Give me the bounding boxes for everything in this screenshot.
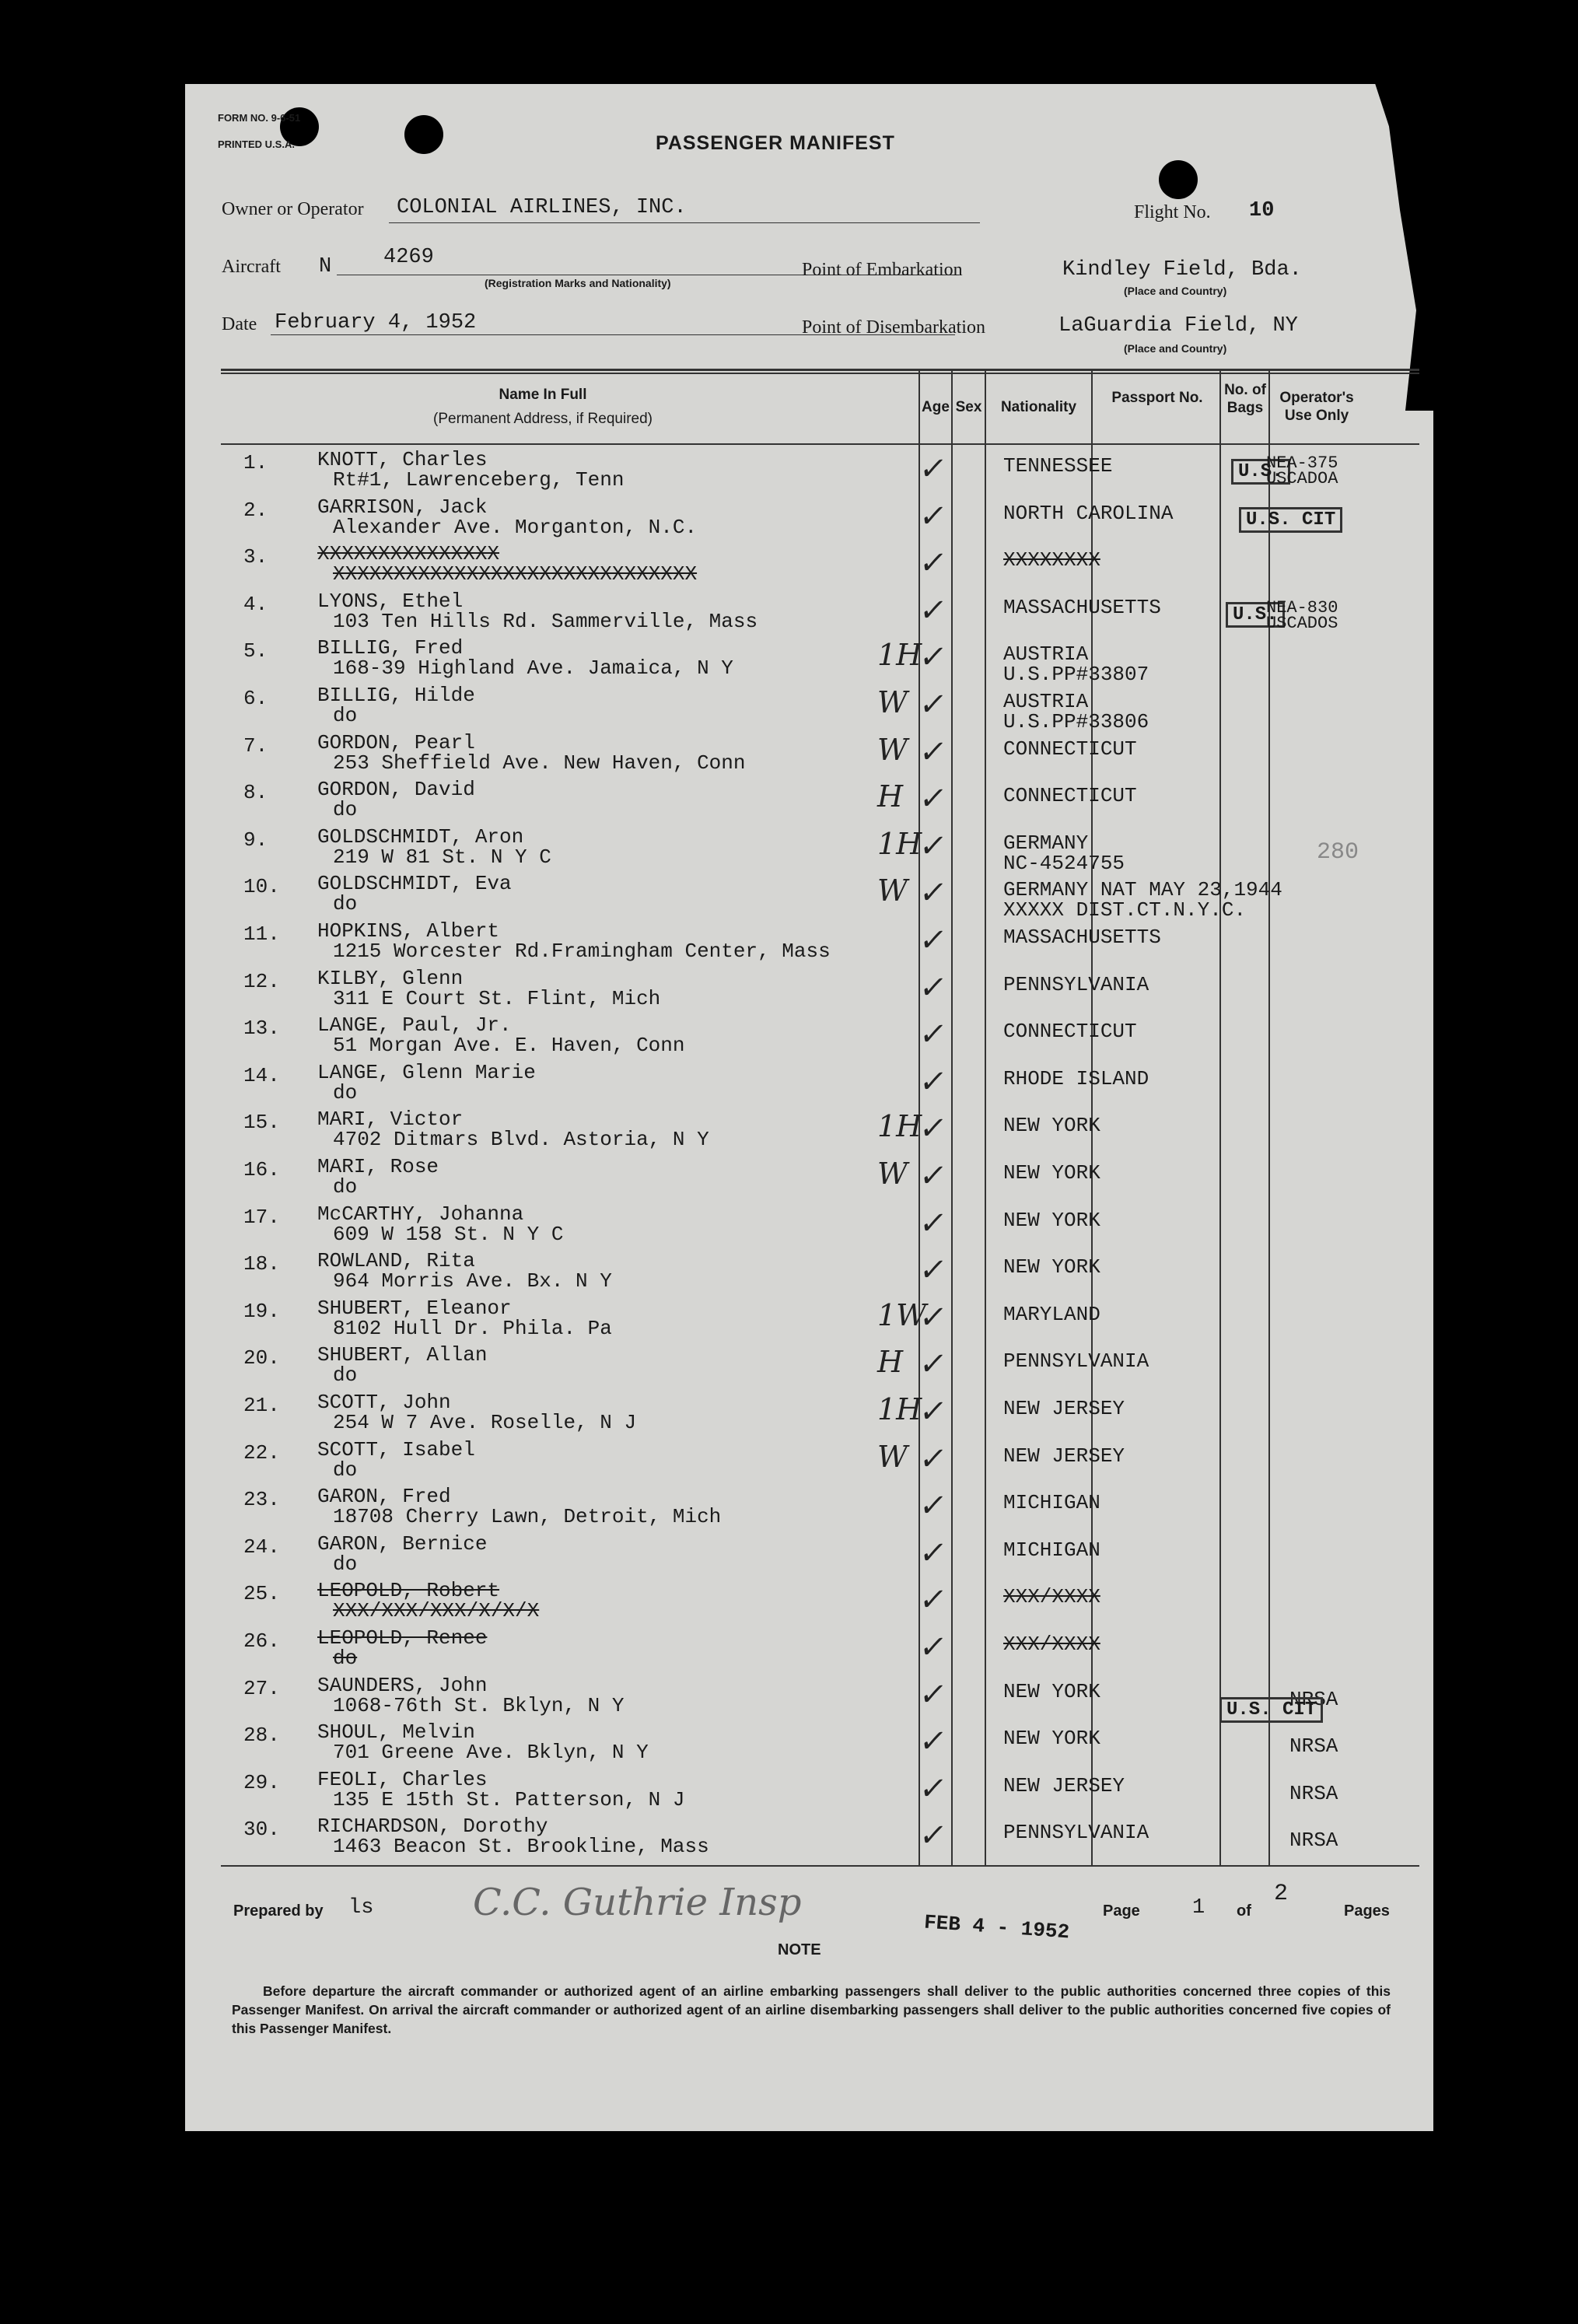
- checkmark-icon: ✓: [916, 687, 950, 723]
- table-top-rule: [221, 369, 1419, 371]
- passenger-address: do: [333, 1080, 358, 1104]
- handwritten-mark: H: [877, 779, 904, 814]
- checkmark-icon: ✓: [916, 1770, 950, 1807]
- passenger-address: XXXXXXXXXXXXXXXXXXXXXXXXXXXXXX: [333, 562, 698, 586]
- passenger-nationality: CONNECTICUT: [1003, 1020, 1137, 1044]
- table-row: [185, 1766, 1433, 1813]
- table-row: [185, 1531, 1433, 1577]
- disembark-label: Point of Disembarkation: [802, 317, 985, 338]
- passenger-nationality: MICHIGAN: [1003, 1491, 1100, 1515]
- handwritten-mark: H: [877, 1345, 904, 1380]
- handwritten-mark: W: [877, 685, 908, 719]
- passenger-nationality: NEW JERSEY: [1003, 1444, 1125, 1468]
- passenger-nationality: XXX/XXXX: [1003, 1633, 1100, 1656]
- row-number: 6.: [243, 687, 268, 710]
- date-value: February 4, 1952: [275, 311, 477, 334]
- embark-place-note: (Place and Country): [1124, 285, 1227, 297]
- passenger-nationality: NEW YORK: [1003, 1727, 1100, 1751]
- us-stamp-text: U.S.: [1233, 604, 1278, 625]
- row-number: 30.: [243, 1818, 280, 1842]
- row-number: 21.: [243, 1394, 280, 1417]
- checkmark-icon: ✓: [916, 1535, 950, 1571]
- passenger-address: 168-39 Highland Ave. Jamaica, N Y: [333, 656, 733, 681]
- passenger-name: GARON, Fred: [317, 1485, 451, 1509]
- operator-note: NRSA: [1289, 1829, 1338, 1853]
- inspector-signature: C.C. Guthrie Insp: [473, 1881, 802, 1924]
- col-header-operator: Operator's Use Only: [1279, 390, 1354, 424]
- owner-value: COLONIAL AIRLINES, INC.: [397, 196, 687, 219]
- table-row: [185, 1625, 1433, 1671]
- handwritten-mark: W: [877, 732, 908, 767]
- checkmark-icon: ✓: [916, 1488, 950, 1524]
- passenger-address: do: [333, 1458, 358, 1482]
- passenger-name: MARI, Victor: [317, 1108, 464, 1132]
- col-header-name-label: Name In Full: [499, 387, 587, 403]
- checkmark-icon: ✓: [916, 1724, 950, 1760]
- passenger-name: SCOTT, Isabel: [317, 1437, 475, 1461]
- passenger-name: LANGE, Glenn Marie: [317, 1060, 536, 1084]
- checkmark-icon: ✓: [916, 733, 950, 770]
- passenger-nationality: MARYLAND: [1003, 1302, 1100, 1326]
- checkmark-icon: ✓: [916, 1111, 950, 1147]
- passenger-address: 1068-76th St. Bklyn, N Y: [333, 1693, 625, 1717]
- row-number: 2.: [243, 498, 268, 522]
- owner-label: Owner or Operator: [222, 199, 364, 219]
- table-row: [185, 870, 1433, 922]
- handwritten-mark: 1H: [877, 826, 922, 861]
- passenger-name: GORDON, David: [317, 778, 475, 802]
- passenger-name: XXXXXXXXXXXXXXX: [317, 542, 500, 566]
- row-number: 29.: [243, 1770, 280, 1794]
- table-row: [185, 1719, 1433, 1766]
- row-number: 13.: [243, 1017, 280, 1041]
- passenger-address: 609 W 158 St. N Y C: [333, 1222, 564, 1246]
- row-number: 25.: [243, 1582, 280, 1606]
- page-value: 1: [1192, 1896, 1205, 1920]
- passenger-name: LYONS, Ethel: [317, 589, 464, 613]
- table-row: [185, 1342, 1433, 1388]
- passenger-name: GOLDSCHMIDT, Eva: [317, 872, 512, 896]
- passenger-address: XXX/XXX/XXX/X/X/X: [333, 1599, 540, 1623]
- row-number: 3.: [243, 545, 268, 569]
- flight-label: Flight No.: [1134, 202, 1211, 222]
- passenger-nationality: TENNESSEE: [1003, 454, 1113, 478]
- embark-label: Point of Embarkation: [802, 260, 963, 280]
- passenger-nationality: AUSTRIA: [1003, 642, 1089, 667]
- passenger-nationality: MASSACHUSETTS: [1003, 595, 1161, 619]
- passenger-address: do: [333, 1175, 358, 1199]
- checkmark-icon: ✓: [916, 922, 950, 958]
- handwritten-mark: 1H: [877, 1109, 922, 1144]
- row-number: 1.: [243, 451, 268, 474]
- row-number: 22.: [243, 1440, 280, 1465]
- table-row: [185, 1577, 1433, 1624]
- row-number: 5.: [243, 639, 268, 663]
- operator-note: NRSA: [1289, 1687, 1338, 1711]
- passenger-address: 701 Greene Ave. Bklyn, N Y: [333, 1741, 649, 1765]
- passenger-name: SHUBERT, Eleanor: [317, 1296, 512, 1320]
- passenger-address: 103 Ten Hills Rd. Sammerville, Mass: [333, 609, 758, 633]
- col-header-name-sub: (Permanent Address, if Required): [433, 411, 653, 427]
- handwritten-mark: W: [877, 1157, 908, 1191]
- passenger-name: FEOLI, Charles: [317, 1767, 488, 1791]
- us-stamp-text: U.S.: [1238, 461, 1283, 482]
- table-row: [185, 1437, 1433, 1483]
- table-row: [185, 824, 1433, 875]
- passenger-address: Rt#1, Lawrenceberg, Tenn: [333, 468, 625, 492]
- passenger-name: BILLIG, Hilde: [317, 684, 475, 707]
- owner-underline: [389, 222, 980, 223]
- passenger-nationality: CONNECTICUT: [1003, 784, 1137, 808]
- embark-value: Kindley Field, Bda.: [1062, 258, 1302, 282]
- table-row: [185, 965, 1433, 1012]
- passenger-address: 135 E 15th St. Patterson, N J: [333, 1787, 685, 1811]
- operator-note-row1: NEA-375 USCADOA: [1266, 453, 1338, 488]
- checkmark-icon: ✓: [916, 1063, 950, 1100]
- passenger-name: GARRISON, Jack: [317, 495, 488, 519]
- handwritten-mark: W: [877, 1439, 908, 1474]
- operator-note: 280: [1317, 838, 1359, 866]
- checkmark-icon: ✓: [916, 1629, 950, 1665]
- passenger-nationality: MICHIGAN: [1003, 1538, 1100, 1562]
- table-row: [185, 541, 1433, 587]
- note-text: Before departure the aircraft commander or authorized agent of an airline embarking passengers shall deliver to the public authorities concerned three copies of this Passenger Manifest. On arrival the aircraft commander or authorized agent of an airline disembarking passengers shall deliver to the public authorities concerned five copies of this Passenger Manifest.: [232, 1983, 1391, 2036]
- checkmark-icon: ✓: [916, 545, 950, 582]
- pages-value: 2: [1274, 1881, 1289, 1907]
- disembark-place-note: (Place and Country): [1124, 342, 1227, 355]
- passenger-address: 8102 Hull Dr. Phila. Pa: [333, 1316, 612, 1340]
- checkmark-icon: ✓: [916, 498, 950, 534]
- checkmark-icon: ✓: [916, 875, 950, 912]
- passenger-nationality: NEW YORK: [1003, 1114, 1100, 1138]
- table-row: [185, 635, 1433, 687]
- us-cit-stamp: [1219, 1697, 1323, 1723]
- table-row: [185, 1389, 1433, 1436]
- disembark-value: LaGuardia Field, NY: [1058, 314, 1298, 338]
- date-label: Date: [222, 314, 257, 334]
- table-row: [185, 1201, 1433, 1248]
- passenger-name: KNOTT, Charles: [317, 448, 488, 471]
- passenger-nationality: GERMANY: [1003, 831, 1089, 855]
- passenger-address: Alexander Ave. Morganton, N.C.: [333, 515, 698, 539]
- row-number: 20.: [243, 1346, 280, 1370]
- form-number: FORM NO. 9-6-51: [218, 112, 301, 124]
- aircraft-label: Aircraft: [222, 257, 281, 277]
- passenger-nationality: XXX/XXXX: [1003, 1585, 1100, 1609]
- row-number: 28.: [243, 1724, 280, 1748]
- row-number: 4.: [243, 592, 268, 616]
- manifest-sheet: [185, 84, 1433, 2131]
- operator-note: NRSA: [1289, 1781, 1338, 1805]
- form-title: PASSENGER MANIFEST: [656, 132, 895, 154]
- passenger-name: SAUNDERS, John: [317, 1673, 488, 1697]
- row-number: 27.: [243, 1676, 280, 1700]
- handwritten-mark: 1W: [877, 1297, 927, 1332]
- passenger-nationality: NEW YORK: [1003, 1679, 1100, 1703]
- passenger-rows: [185, 446, 1433, 1862]
- us-cit-stamp-text: U.S. CIT: [1246, 509, 1336, 530]
- col-header-bags: No. of Bags: [1224, 382, 1266, 416]
- operator-note-row4: NEA-830 USCADOS: [1266, 598, 1338, 633]
- aircraft-note: (Registration Marks and Nationality): [485, 277, 671, 289]
- page-label: Page: [1103, 1902, 1140, 1920]
- passenger-name: GOLDSCHMIDT, Aron: [317, 824, 524, 849]
- passenger-address: do: [333, 892, 358, 916]
- col-header-passport: Passport No.: [1111, 390, 1203, 406]
- checkmark-icon: ✓: [916, 828, 950, 864]
- checkmark-icon: ✓: [916, 1394, 950, 1430]
- table-row: [185, 918, 1433, 964]
- passport-number: XXXXX DIST.CT.N.Y.C.: [1003, 898, 1247, 922]
- col-header-name: [247, 386, 838, 428]
- passport-number: U.S.PP#33807: [1003, 663, 1149, 687]
- row-number: 7.: [243, 733, 268, 758]
- us-cit-stamp-text: U.S. CIT: [1226, 1699, 1317, 1720]
- passenger-name: McCARTHY, Johanna: [317, 1202, 524, 1226]
- passenger-nationality: XXXXXXXX: [1003, 548, 1100, 572]
- table-row: [185, 730, 1433, 776]
- passenger-name: LEOPOLD, Robert: [317, 1579, 500, 1603]
- passenger-address: 253 Sheffield Ave. New Haven, Conn: [333, 751, 746, 775]
- passenger-name: MARI, Rose: [317, 1155, 439, 1178]
- checkmark-icon: ✓: [916, 639, 950, 676]
- passenger-name: LEOPOLD, Renee: [317, 1626, 488, 1650]
- checkmark-icon: ✓: [916, 1346, 950, 1383]
- passport-number: NC-4524755: [1003, 851, 1125, 875]
- passenger-address: 1215 Worcester Rd.Framingham Center, Mass: [333, 940, 831, 963]
- passenger-name: GARON, Bernice: [317, 1531, 488, 1556]
- passenger-name: RICHARDSON, Dorothy: [317, 1815, 548, 1839]
- table-row: [185, 682, 1433, 733]
- checkmark-icon: ✓: [916, 1299, 950, 1335]
- row-number: 8.: [243, 781, 268, 805]
- passenger-address: do: [333, 1363, 358, 1388]
- checkmark-icon: ✓: [916, 1158, 950, 1194]
- passenger-name: SHOUL, Melvin: [317, 1720, 475, 1745]
- aircraft-value: 4269: [383, 246, 434, 269]
- passenger-name: GORDON, Pearl: [317, 730, 475, 754]
- pages-label: Pages: [1344, 1902, 1390, 1920]
- row-number: 17.: [243, 1205, 280, 1229]
- punch-hole: [404, 115, 443, 154]
- row-number: 16.: [243, 1158, 280, 1181]
- passenger-nationality: NEW YORK: [1003, 1161, 1100, 1185]
- passenger-nationality: RHODE ISLAND: [1003, 1066, 1149, 1090]
- passenger-address: 964 Morris Ave. Bx. N Y: [333, 1269, 612, 1293]
- passenger-address: do: [333, 1552, 358, 1576]
- printed-note: PRINTED U.S.A.: [218, 138, 295, 150]
- passenger-address: 51 Morgan Ave. E. Haven, Conn: [333, 1034, 685, 1058]
- operator-note: NRSA: [1289, 1734, 1338, 1759]
- row-number: 26.: [243, 1629, 280, 1653]
- table-row: [185, 1295, 1433, 1342]
- passenger-nationality: PENNSYLVANIA: [1003, 1821, 1149, 1845]
- passenger-address: 254 W 7 Ave. Roselle, N J: [333, 1411, 637, 1434]
- handwritten-mark: 1H: [877, 1392, 922, 1426]
- table-row: [185, 1106, 1433, 1153]
- prepared-label: Prepared by: [233, 1902, 324, 1920]
- row-number: 23.: [243, 1488, 280, 1512]
- passenger-nationality: CONNECTICUT: [1003, 737, 1137, 761]
- table-bottom-rule: [221, 1865, 1419, 1867]
- passenger-nationality: NORTH CAROLINA: [1003, 501, 1174, 525]
- passenger-address: 1463 Beacon St. Brookline, Mass: [333, 1835, 709, 1859]
- passenger-name: SCOTT, John: [317, 1391, 451, 1414]
- checkmark-icon: ✓: [916, 1818, 950, 1854]
- checkmark-icon: ✓: [916, 1676, 950, 1713]
- passenger-nationality: PENNSYLVANIA: [1003, 972, 1149, 996]
- table-top-rule: [221, 373, 1419, 374]
- us-cit-stamp: [1239, 507, 1342, 533]
- passenger-nationality: NEW YORK: [1003, 1255, 1100, 1279]
- handwritten-mark: 1H: [877, 638, 922, 673]
- passenger-address: 18708 Cherry Lawn, Detroit, Mich: [333, 1505, 722, 1529]
- table-row: [185, 1059, 1433, 1106]
- table-row: [185, 1012, 1433, 1059]
- passenger-address: 4702 Ditmars Blvd. Astoria, N Y: [333, 1128, 709, 1152]
- row-number: 18.: [243, 1252, 280, 1276]
- row-number: 11.: [243, 922, 280, 946]
- passenger-address: 311 E Court St. Flint, Mich: [333, 986, 661, 1010]
- row-number: 19.: [243, 1299, 280, 1323]
- passenger-nationality: PENNSYLVANIA: [1003, 1349, 1149, 1374]
- passenger-nationality: GERMANY NAT MAY 23,1944: [1003, 878, 1282, 902]
- row-number: 12.: [243, 969, 280, 993]
- passenger-name: KILBY, Glenn: [317, 966, 464, 990]
- row-number: 10.: [243, 875, 280, 899]
- header-bottom-rule: [221, 443, 1419, 445]
- passenger-name: BILLIG, Fred: [317, 636, 464, 660]
- col-header-sex: Sex: [955, 399, 982, 415]
- checkmark-icon: ✓: [916, 1017, 950, 1053]
- passenger-address: do: [333, 1647, 358, 1670]
- passenger-name: ROWLAND, Rita: [317, 1249, 475, 1273]
- passenger-nationality: NEW JERSEY: [1003, 1397, 1125, 1420]
- passenger-nationality: AUSTRIA: [1003, 690, 1089, 713]
- checkmark-icon: ✓: [916, 969, 950, 1006]
- col-header-nationality: Nationality: [1000, 399, 1077, 415]
- passenger-address: 219 W 81 St. N Y C: [333, 845, 551, 869]
- of-label: of: [1237, 1902, 1251, 1920]
- passenger-nationality: NEW YORK: [1003, 1208, 1100, 1232]
- row-number: 14.: [243, 1063, 280, 1087]
- passenger-address: do: [333, 704, 358, 727]
- flight-value: 10: [1249, 199, 1275, 222]
- checkmark-icon: ✓: [916, 781, 950, 817]
- passenger-address: do: [333, 798, 358, 822]
- passport-number: U.S.PP#33806: [1003, 710, 1149, 733]
- passenger-name: SHUBERT, Allan: [317, 1343, 488, 1367]
- passenger-name: LANGE, Paul, Jr.: [317, 1013, 512, 1038]
- torn-corner: [1340, 76, 1449, 411]
- aircraft-prefix: N: [319, 255, 332, 278]
- passenger-name: HOPKINS, Albert: [317, 919, 500, 943]
- handwritten-mark: W: [877, 873, 908, 908]
- table-row: [185, 776, 1433, 823]
- checkmark-icon: ✓: [916, 451, 950, 487]
- date-stamp: FEB 4 - 1952: [923, 1910, 1071, 1944]
- table-row: [185, 1248, 1433, 1294]
- table-row: [185, 1153, 1433, 1200]
- row-number: 15.: [243, 1111, 280, 1135]
- checkmark-icon: ✓: [916, 1252, 950, 1289]
- checkmark-icon: ✓: [916, 592, 950, 628]
- col-header-age: Age: [922, 399, 950, 415]
- checkmark-icon: ✓: [916, 1440, 950, 1477]
- passenger-nationality: NEW JERSEY: [1003, 1773, 1125, 1797]
- checkmark-icon: ✓: [916, 1205, 950, 1241]
- prepared-value: ls: [348, 1896, 374, 1920]
- punch-hole: [1159, 160, 1198, 199]
- row-number: 24.: [243, 1535, 280, 1559]
- table-row: [185, 1483, 1433, 1530]
- row-number: 9.: [243, 828, 268, 852]
- note-label: NOTE: [778, 1941, 821, 1958]
- checkmark-icon: ✓: [916, 1582, 950, 1619]
- passenger-nationality: MASSACHUSETTS: [1003, 926, 1161, 949]
- table-row: [185, 1813, 1433, 1860]
